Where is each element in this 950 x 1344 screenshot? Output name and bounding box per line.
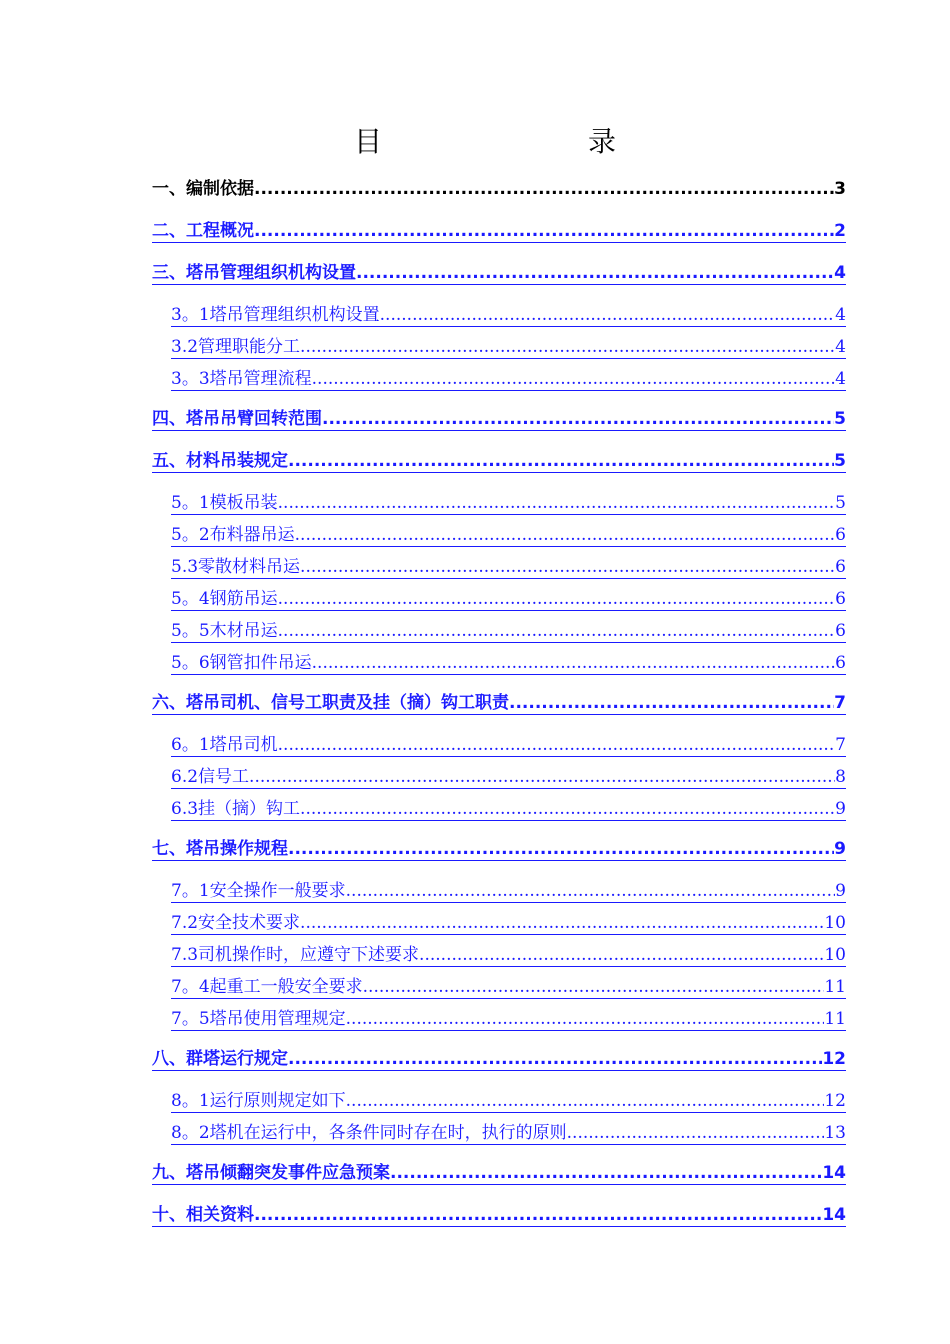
toc-entry-label: 一、编制依据 bbox=[152, 179, 254, 199]
toc-dot-leader bbox=[288, 450, 834, 472]
toc-entry-section[interactable] bbox=[152, 450, 846, 473]
toc-entry-label: 7.3司机操作时，应遵守下述要求 bbox=[171, 945, 420, 965]
toc-dot-leader bbox=[300, 798, 835, 820]
toc-entry-page-number: 6 bbox=[835, 589, 846, 609]
toc-dot-leader bbox=[363, 976, 825, 998]
toc-dot-leader bbox=[295, 524, 836, 546]
toc-entry-label: 6.2信号工 bbox=[171, 767, 250, 787]
toc-entry-label: 8。1运行原则规定如下 bbox=[171, 1091, 346, 1111]
toc-entry-subsection[interactable] bbox=[171, 304, 846, 327]
toc-entry-subsection[interactable] bbox=[171, 556, 846, 579]
toc-entry-page-number: 10 bbox=[824, 913, 846, 933]
toc-dot-leader bbox=[346, 1008, 825, 1030]
toc-entry-section[interactable] bbox=[152, 220, 846, 243]
toc-entry-label: 3。1塔吊管理组织机构设置 bbox=[171, 305, 380, 325]
toc-entry-subsection[interactable] bbox=[171, 588, 846, 611]
toc-entry-subsection[interactable] bbox=[171, 1008, 846, 1031]
toc-dot-leader bbox=[312, 368, 836, 390]
toc-dot-leader bbox=[300, 336, 835, 358]
toc-entry-subsection[interactable] bbox=[171, 912, 846, 935]
toc-entry-label: 7。5塔吊使用管理规定 bbox=[171, 1009, 346, 1029]
toc-entry-page-number: 4 bbox=[835, 337, 846, 357]
toc-dot-leader bbox=[278, 492, 836, 514]
toc-entry-subsection[interactable] bbox=[171, 492, 846, 515]
toc-entry-page-number: 6 bbox=[835, 653, 846, 673]
toc-entry-page-number: 8 bbox=[835, 767, 846, 787]
toc-entry-page-number: 11 bbox=[824, 977, 846, 997]
toc-entry-page-number: 12 bbox=[824, 1091, 846, 1111]
toc-entry-page-number: 5 bbox=[835, 493, 846, 513]
toc-entry-label: 3.2管理职能分工 bbox=[171, 337, 301, 357]
toc-entry-subsection[interactable] bbox=[171, 880, 846, 903]
toc-entry-subsection[interactable] bbox=[171, 336, 846, 359]
toc-entry-label: 五、材料吊装规定 bbox=[152, 451, 288, 471]
toc-entry-label: 七、塔吊操作规程 bbox=[152, 839, 288, 859]
toc-entry-page-number: 7 bbox=[834, 693, 846, 713]
toc-dot-leader bbox=[322, 408, 834, 430]
toc-dot-leader bbox=[288, 838, 834, 860]
toc-entry-page-number: 4 bbox=[835, 305, 846, 325]
toc-dot-leader bbox=[278, 734, 836, 756]
toc-title: 目 录 bbox=[353, 125, 666, 158]
toc-entry-section[interactable] bbox=[152, 262, 846, 285]
toc-dot-leader bbox=[567, 1122, 825, 1144]
toc-entry-label: 六、塔吊司机、信号工职责及挂（摘）钩工职责 bbox=[152, 693, 509, 713]
toc-dot-leader bbox=[288, 1048, 822, 1070]
toc-entry-label: 7。4起重工一般安全要求 bbox=[171, 977, 363, 997]
toc-entry-subsection[interactable] bbox=[171, 1090, 846, 1113]
toc-entry-section[interactable] bbox=[152, 838, 846, 861]
toc-entry-page-number: 9 bbox=[835, 799, 846, 819]
toc-entry-label: 6.3挂（摘）钩工 bbox=[171, 799, 301, 819]
toc-dot-leader bbox=[356, 262, 834, 284]
toc-entry-page-number: 11 bbox=[824, 1009, 846, 1029]
toc-dot-leader bbox=[300, 556, 835, 578]
toc-entry-section[interactable] bbox=[152, 1048, 846, 1071]
toc-entry-label: 二、工程概况 bbox=[152, 221, 254, 241]
toc-entry-label: 5。5木材吊运 bbox=[171, 621, 278, 641]
toc-entry-label: 3。3塔吊管理流程 bbox=[171, 369, 312, 389]
toc-entry-page-number: 5 bbox=[834, 451, 846, 471]
toc-entry-subsection[interactable] bbox=[171, 944, 846, 967]
toc-entry-page-number: 3 bbox=[834, 179, 846, 199]
toc-entry-section[interactable] bbox=[152, 408, 846, 431]
toc-entry-subsection[interactable] bbox=[171, 1122, 846, 1145]
toc-entry-label: 5。2布料器吊运 bbox=[171, 525, 295, 545]
toc-entry-label: 5。6钢管扣件吊运 bbox=[171, 653, 312, 673]
toc-entry-label: 5。1模板吊装 bbox=[171, 493, 278, 513]
toc-entry-subsection[interactable] bbox=[171, 798, 846, 821]
toc-dot-leader bbox=[249, 766, 835, 788]
toc-entry-label: 九、塔吊倾翻突发事件应急预案 bbox=[152, 1163, 390, 1183]
toc-entry-page-number: 5 bbox=[834, 409, 846, 429]
toc-entry-page-number: 12 bbox=[822, 1049, 846, 1069]
toc-dot-leader bbox=[346, 880, 836, 902]
toc-entry-page-number: 6 bbox=[835, 525, 846, 545]
toc-entry-label: 7.2安全技术要求 bbox=[171, 913, 301, 933]
toc-entry-label: 十、相关资料 bbox=[152, 1205, 254, 1225]
toc-entry-label: 三、塔吊管理组织机构设置 bbox=[152, 263, 356, 283]
toc-entry-page-number: 9 bbox=[835, 881, 846, 901]
toc-dot-leader bbox=[390, 1162, 822, 1184]
toc-entry-label: 四、塔吊吊臂回转范围 bbox=[152, 409, 322, 429]
toc-dot-leader bbox=[278, 588, 836, 610]
toc-entry-page-number: 14 bbox=[822, 1205, 846, 1225]
toc-entry-label: 7。1安全操作一般要求 bbox=[171, 881, 346, 901]
toc-dot-leader bbox=[346, 1090, 825, 1112]
toc-entry-section bbox=[152, 178, 846, 200]
toc-dot-leader bbox=[300, 912, 824, 934]
toc-entry-subsection[interactable] bbox=[171, 368, 846, 391]
toc-entry-section[interactable] bbox=[152, 692, 846, 715]
toc-entry-page-number: 6 bbox=[835, 621, 846, 641]
toc-entry-page-number: 7 bbox=[835, 735, 846, 755]
toc-entry-page-number: 13 bbox=[824, 1123, 846, 1143]
toc-dot-leader bbox=[380, 304, 836, 326]
toc-entry-label: 5.3零散材料吊运 bbox=[171, 557, 301, 577]
toc-entry-page-number: 9 bbox=[834, 839, 846, 859]
toc-dot-leader bbox=[254, 1204, 822, 1226]
toc-dot-leader bbox=[509, 692, 834, 714]
toc-entry-page-number: 2 bbox=[834, 221, 846, 241]
toc-entry-page-number: 4 bbox=[835, 369, 846, 389]
toc-entry-subsection[interactable] bbox=[171, 734, 846, 757]
toc-entry-subsection[interactable] bbox=[171, 620, 846, 643]
toc-dot-leader bbox=[278, 620, 836, 642]
toc-dot-leader bbox=[254, 220, 834, 242]
toc-entry-page-number: 6 bbox=[835, 557, 846, 577]
toc-dot-leader bbox=[254, 178, 834, 200]
toc-entry-label: 8。2塔机在运行中，各条件同时存在时，执行的原则 bbox=[171, 1123, 567, 1143]
toc-entry-subsection[interactable] bbox=[171, 652, 846, 675]
toc-entry-label: 八、群塔运行规定 bbox=[152, 1049, 288, 1069]
toc-dot-leader bbox=[312, 652, 836, 674]
toc-entry-label: 6。1塔吊司机 bbox=[171, 735, 278, 755]
toc-dot-leader bbox=[419, 944, 824, 966]
toc-entry-section[interactable] bbox=[152, 1204, 846, 1227]
toc-entry-page-number: 10 bbox=[824, 945, 846, 965]
toc-entry-subsection[interactable] bbox=[171, 976, 846, 999]
toc-entry-section[interactable] bbox=[152, 1162, 846, 1185]
toc-entry-label: 5。4钢筋吊运 bbox=[171, 589, 278, 609]
toc-entry-page-number: 14 bbox=[822, 1163, 846, 1183]
toc-entry-page-number: 4 bbox=[834, 263, 846, 283]
toc-entry-subsection[interactable] bbox=[171, 524, 846, 547]
toc-entry-subsection[interactable] bbox=[171, 766, 846, 789]
